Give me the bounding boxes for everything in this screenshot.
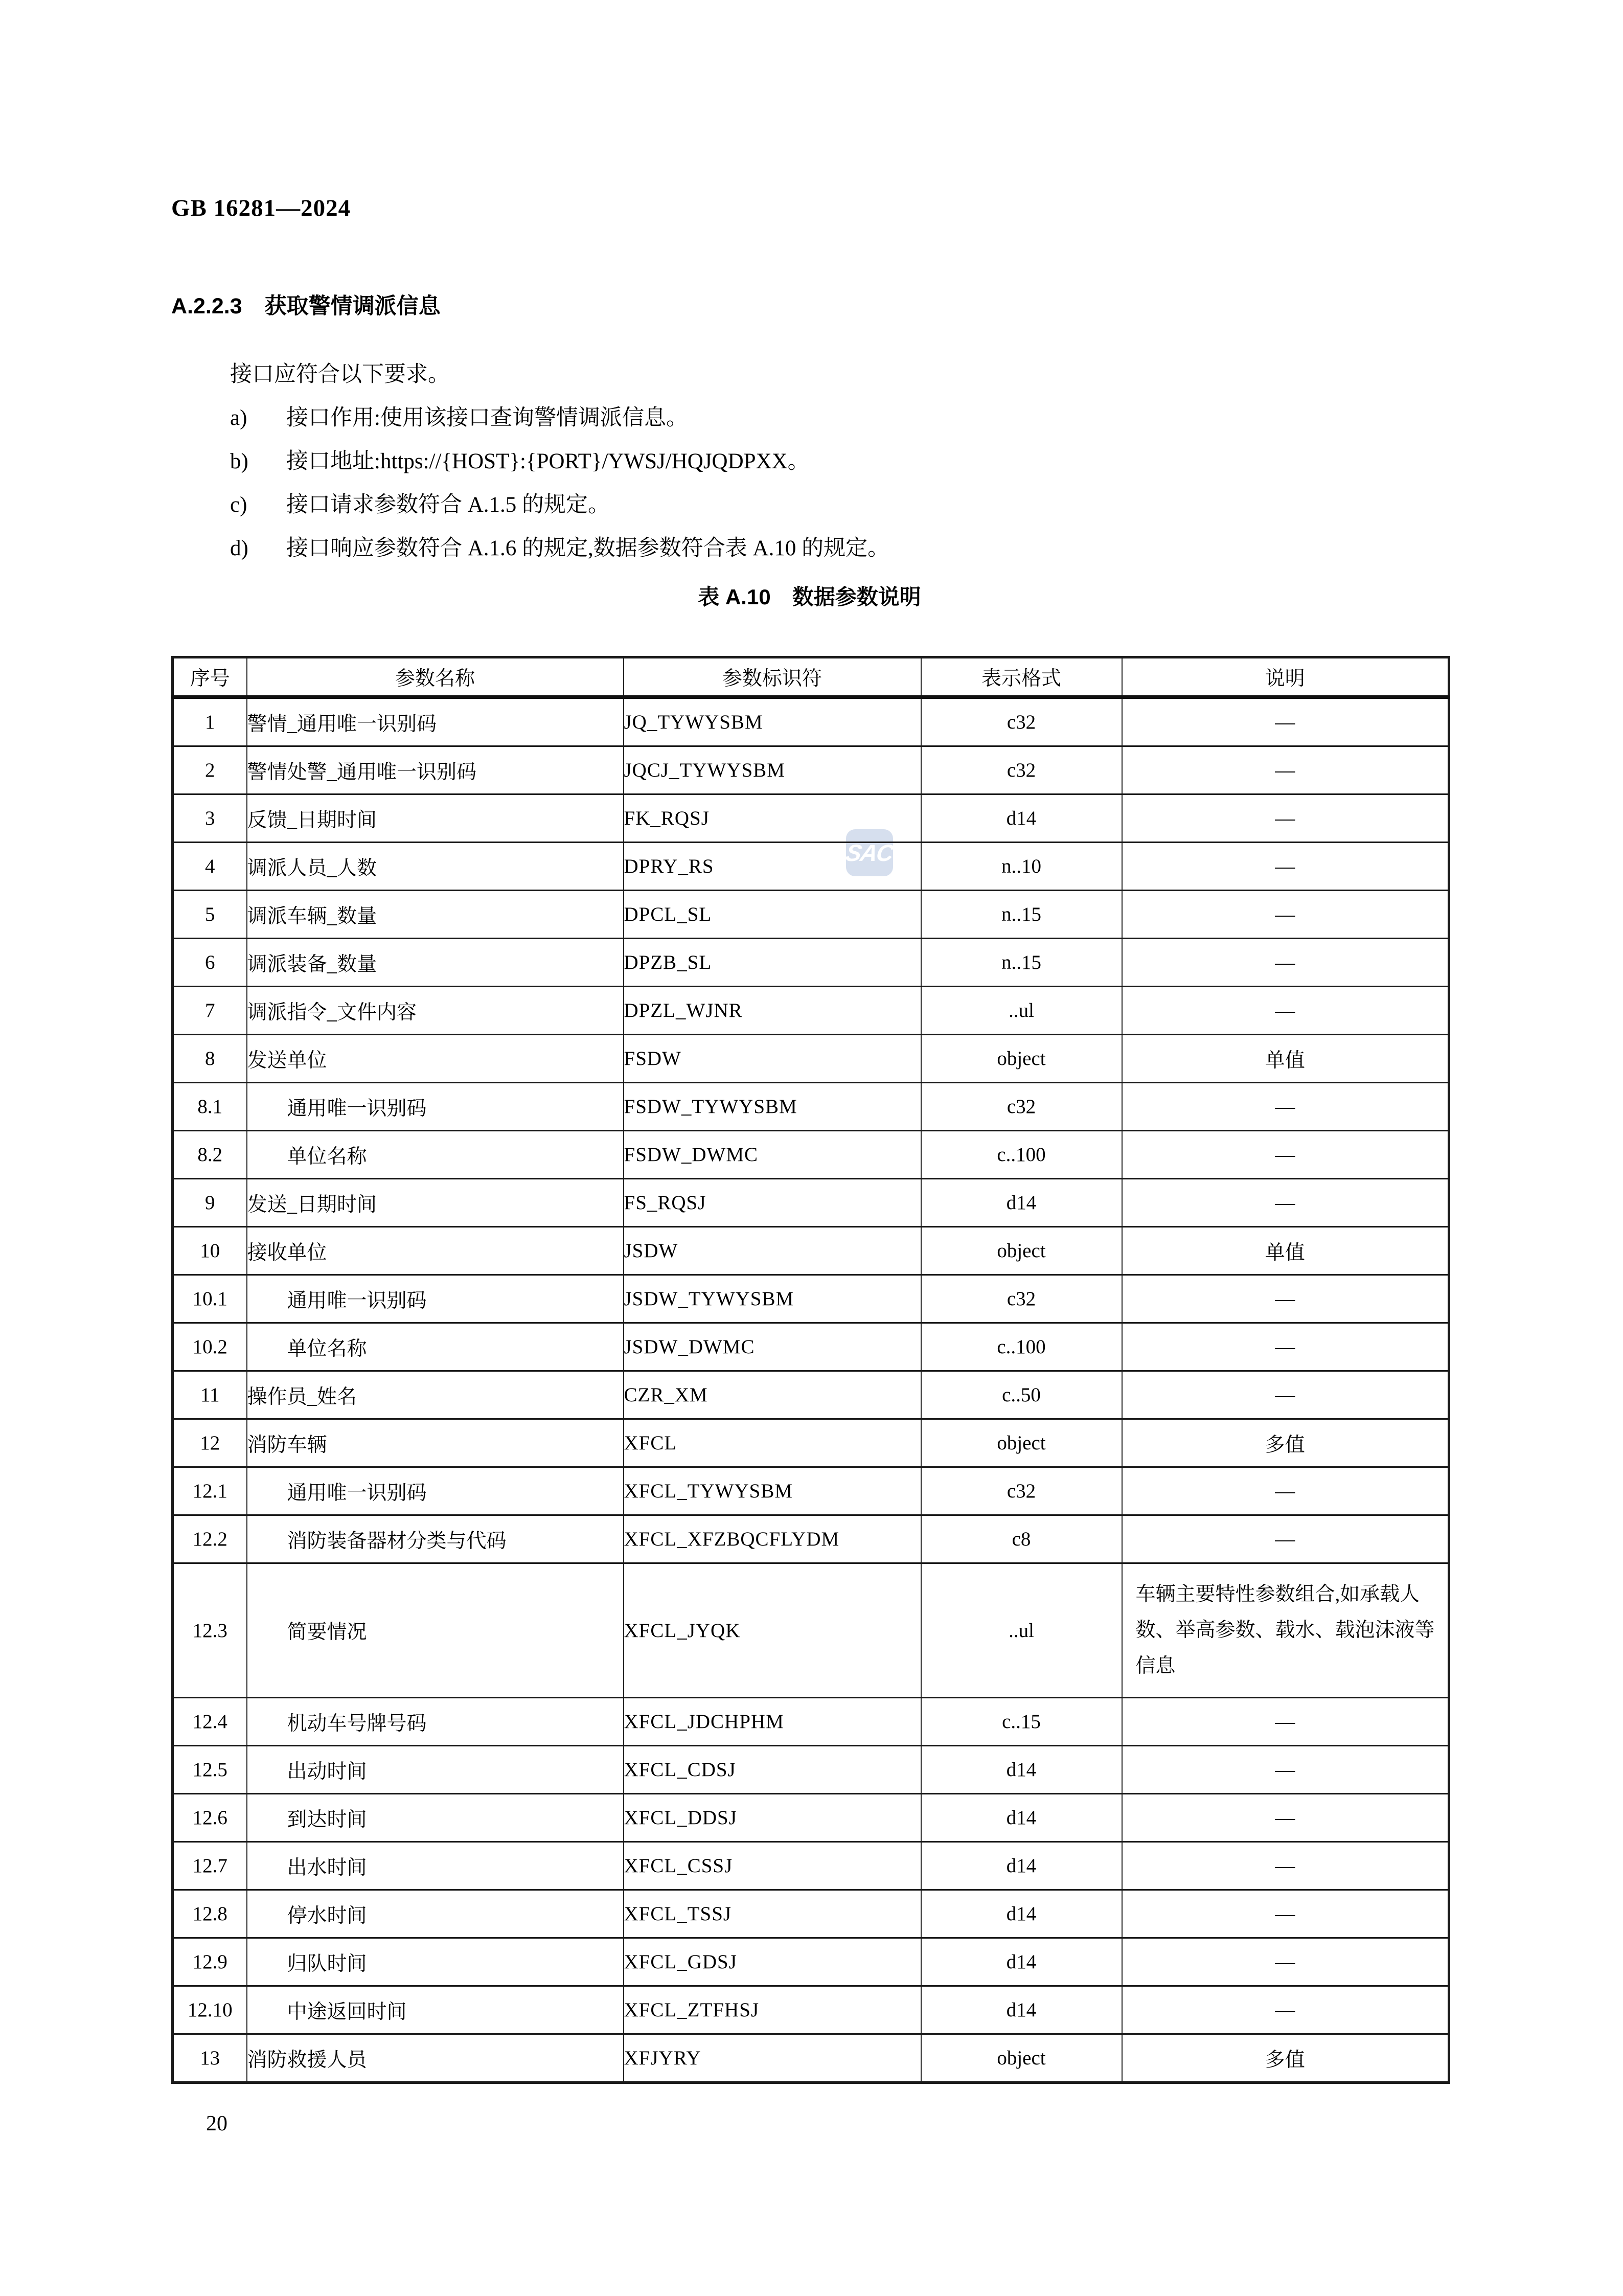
- cell-note: —: [1122, 697, 1449, 746]
- cell-identifier: JQCJ_TYWYSBM: [624, 746, 921, 794]
- cell-note: —: [1122, 843, 1449, 891]
- cell-format: object: [921, 1227, 1122, 1275]
- header-note: 说明: [1122, 657, 1449, 697]
- table-row: [173, 1563, 1449, 1698]
- table-caption: [171, 580, 1448, 611]
- list-item-a-label: a): [230, 406, 247, 430]
- cell-note: —: [1122, 1794, 1449, 1842]
- table-row: [173, 1746, 1449, 1794]
- cell-identifier: DPZL_WJNR: [624, 987, 921, 1035]
- cell-note: —: [1122, 939, 1449, 987]
- cell-serial: 9: [173, 1179, 247, 1227]
- cell-serial: 12.7: [173, 1842, 247, 1890]
- table-header-row: [173, 657, 1449, 697]
- cell-serial: 6: [173, 939, 247, 987]
- cell-serial: 10.2: [173, 1323, 247, 1371]
- table-row: [173, 891, 1449, 939]
- cell-format: object: [921, 1035, 1122, 1083]
- table-row: [173, 1371, 1449, 1419]
- cell-note: —: [1122, 1938, 1449, 1986]
- cell-identifier: XFCL_GDSJ: [624, 1938, 921, 1986]
- table-row: [173, 1890, 1449, 1938]
- cell-note: 多值: [1122, 1419, 1449, 1467]
- cell-param-name: 发送_日期时间: [247, 1179, 624, 1227]
- table-row: [173, 1938, 1449, 1986]
- table-row: [173, 1035, 1449, 1083]
- cell-identifier: DPZB_SL: [624, 939, 921, 987]
- section-heading: [171, 289, 441, 320]
- cell-identifier: FSDW_TYWYSBM: [624, 1083, 921, 1131]
- cell-note: 车辆主要特性参数组合,如承载人数、举高参数、载水、载泡沫液等信息: [1122, 1563, 1449, 1698]
- cell-serial: 4: [173, 843, 247, 891]
- page-number: 20: [206, 2112, 227, 2135]
- list-item-b-text: 接口地址:https://{HOST}:{PORT}/YWSJ/HQJQDPXX。: [286, 449, 810, 473]
- cell-format: d14: [921, 1890, 1122, 1938]
- cell-note: —: [1122, 1890, 1449, 1938]
- cell-param-name: 通用唯一识别码: [247, 1083, 624, 1131]
- header-param-name: 参数名称: [247, 657, 624, 697]
- cell-identifier: XFCL_ZTFHSJ: [624, 1986, 921, 2034]
- section-number: A.2.2.3: [171, 294, 242, 319]
- cell-note: —: [1122, 1467, 1449, 1515]
- cell-identifier: FK_RQSJ: [624, 794, 921, 843]
- cell-identifier: XFCL_CSSJ: [624, 1842, 921, 1890]
- intro-text: 接口应符合以下要求。: [230, 362, 450, 387]
- list-item-d-text: 接口响应参数符合 A.1.6 的规定,数据参数符合表 A.10 的规定。: [286, 536, 890, 560]
- cell-format: c..50: [921, 1371, 1122, 1419]
- cell-note: —: [1122, 1323, 1449, 1371]
- cell-serial: 12.6: [173, 1794, 247, 1842]
- cell-identifier: XFCL_TYWYSBM: [624, 1467, 921, 1515]
- table-row: [173, 987, 1449, 1035]
- cell-format: c32: [921, 1467, 1122, 1515]
- list-item-b: [230, 444, 810, 475]
- cell-identifier: FSDW_DWMC: [624, 1131, 921, 1179]
- cell-format: d14: [921, 794, 1122, 843]
- cell-format: c8: [921, 1515, 1122, 1563]
- cell-note: —: [1122, 746, 1449, 794]
- sac-watermark-text: SAC: [843, 839, 896, 866]
- cell-serial: 12.10: [173, 1986, 247, 2034]
- cell-param-name: 通用唯一识别码: [247, 1467, 624, 1515]
- table-row: [173, 794, 1449, 843]
- list-item-a-text: 接口作用:使用该接口查询警情调派信息。: [286, 406, 688, 430]
- cell-format: n..15: [921, 891, 1122, 939]
- cell-note: 单值: [1122, 1227, 1449, 1275]
- cell-note: —: [1122, 1083, 1449, 1131]
- cell-identifier: CZR_XM: [624, 1371, 921, 1419]
- cell-param-name: 操作员_姓名: [247, 1371, 624, 1419]
- cell-serial: 10.1: [173, 1275, 247, 1323]
- cell-identifier: XFCL: [624, 1419, 921, 1467]
- cell-param-name: 警情_通用唯一识别码: [247, 697, 624, 746]
- cell-serial: 8.2: [173, 1131, 247, 1179]
- cell-serial: 2: [173, 746, 247, 794]
- list-item-c-label: c): [230, 493, 247, 517]
- table-row: [173, 697, 1449, 746]
- cell-param-name: 调派车辆_数量: [247, 891, 624, 939]
- cell-param-name: 消防车辆: [247, 1419, 624, 1467]
- cell-param-name: 到达时间: [247, 1794, 624, 1842]
- cell-param-name: 反馈_日期时间: [247, 794, 624, 843]
- table-row: [173, 1323, 1449, 1371]
- table-caption-label: 表 A.10: [698, 585, 771, 609]
- cell-note: —: [1122, 1179, 1449, 1227]
- cell-param-name: 发送单位: [247, 1035, 624, 1083]
- cell-format: d14: [921, 1179, 1122, 1227]
- cell-format: c..100: [921, 1131, 1122, 1179]
- cell-format: n..15: [921, 939, 1122, 987]
- cell-format: n..10: [921, 843, 1122, 891]
- cell-identifier: XFCL_TSSJ: [624, 1890, 921, 1938]
- cell-identifier: XFCL_JDCHPHM: [624, 1698, 921, 1746]
- cell-identifier: XFJYRY: [624, 2034, 921, 2083]
- cell-param-name: 出水时间: [247, 1842, 624, 1890]
- cell-identifier: XFCL_JYQK: [624, 1563, 921, 1698]
- cell-param-name: 通用唯一识别码: [247, 1275, 624, 1323]
- table-row: [173, 1986, 1449, 2034]
- cell-identifier: XFCL_XFZBQCFLYDM: [624, 1515, 921, 1563]
- header-identifier: 参数标识符: [624, 657, 921, 697]
- cell-format: ..ul: [921, 1563, 1122, 1698]
- cell-identifier: FSDW: [624, 1035, 921, 1083]
- table-row: [173, 1083, 1449, 1131]
- list-item-c-text: 接口请求参数符合 A.1.5 的规定。: [286, 493, 610, 517]
- table-row: [173, 1179, 1449, 1227]
- cell-identifier: FS_RQSJ: [624, 1179, 921, 1227]
- cell-identifier: DPCL_SL: [624, 891, 921, 939]
- cell-format: c32: [921, 1083, 1122, 1131]
- section-title: 获取警情调派信息: [264, 294, 441, 319]
- cell-param-name: 出动时间: [247, 1746, 624, 1794]
- cell-identifier: JSDW: [624, 1227, 921, 1275]
- cell-format: c32: [921, 697, 1122, 746]
- cell-serial: 13: [173, 2034, 247, 2083]
- list-item-d-label: d): [230, 536, 248, 560]
- cell-serial: 12.2: [173, 1515, 247, 1563]
- table-row: [173, 2034, 1449, 2083]
- table-row: [173, 1842, 1449, 1890]
- cell-serial: 12.3: [173, 1563, 247, 1698]
- cell-param-name: 机动车号牌号码: [247, 1698, 624, 1746]
- cell-note: —: [1122, 1746, 1449, 1794]
- cell-identifier: JQ_TYWYSBM: [624, 697, 921, 746]
- cell-format: c..100: [921, 1323, 1122, 1371]
- cell-param-name: 消防救援人员: [247, 2034, 624, 2083]
- cell-format: d14: [921, 1794, 1122, 1842]
- table-row: [173, 1131, 1449, 1179]
- cell-format: object: [921, 1419, 1122, 1467]
- table-row: [173, 1794, 1449, 1842]
- cell-serial: 12.9: [173, 1938, 247, 1986]
- cell-note: 多值: [1122, 2034, 1449, 2083]
- cell-format: c32: [921, 746, 1122, 794]
- cell-format: d14: [921, 1746, 1122, 1794]
- cell-identifier: DPRY_RS: [624, 843, 921, 891]
- cell-format: c..15: [921, 1698, 1122, 1746]
- table-row: [173, 1275, 1449, 1323]
- cell-identifier: XFCL_CDSJ: [624, 1746, 921, 1794]
- cell-param-name: 警情处警_通用唯一识别码: [247, 746, 624, 794]
- cell-format: c32: [921, 1275, 1122, 1323]
- cell-note: —: [1122, 1986, 1449, 2034]
- list-item-b-label: b): [230, 449, 248, 473]
- table-row: [173, 1467, 1449, 1515]
- cell-note: —: [1122, 1275, 1449, 1323]
- table-row: [173, 1515, 1449, 1563]
- cell-param-name: 停水时间: [247, 1890, 624, 1938]
- cell-serial: 10: [173, 1227, 247, 1275]
- table-row: [173, 1227, 1449, 1275]
- cell-param-name: 接收单位: [247, 1227, 624, 1275]
- cell-serial: 12.5: [173, 1746, 247, 1794]
- cell-format: ..ul: [921, 987, 1122, 1035]
- cell-format: d14: [921, 1842, 1122, 1890]
- header-serial: 序号: [173, 657, 247, 697]
- table-row: [173, 939, 1449, 987]
- cell-note: —: [1122, 891, 1449, 939]
- cell-serial: 5: [173, 891, 247, 939]
- cell-note: —: [1122, 794, 1449, 843]
- cell-identifier: JSDW_TYWYSBM: [624, 1275, 921, 1323]
- cell-param-name: 简要情况: [247, 1563, 624, 1698]
- cell-serial: 12.4: [173, 1698, 247, 1746]
- table-caption-title: 数据参数说明: [792, 585, 921, 609]
- cell-note: —: [1122, 1371, 1449, 1419]
- cell-note: —: [1122, 1515, 1449, 1563]
- cell-serial: 12.1: [173, 1467, 247, 1515]
- cell-param-name: 调派人员_人数: [247, 843, 624, 891]
- cell-serial: 11: [173, 1371, 247, 1419]
- table-row: [173, 1698, 1449, 1746]
- list-item-d: [230, 531, 889, 562]
- cell-serial: 7: [173, 987, 247, 1035]
- cell-serial: 8.1: [173, 1083, 247, 1131]
- list-item-c: [230, 487, 610, 518]
- cell-note: —: [1122, 987, 1449, 1035]
- cell-format: object: [921, 2034, 1122, 2083]
- cell-param-name: 单位名称: [247, 1131, 624, 1179]
- cell-param-name: 消防装备器材分类与代码: [247, 1515, 624, 1563]
- cell-param-name: 中途返回时间: [247, 1986, 624, 2034]
- cell-param-name: 调派装备_数量: [247, 939, 624, 987]
- cell-serial: 12: [173, 1419, 247, 1467]
- cell-param-name: 单位名称: [247, 1323, 624, 1371]
- cell-serial: 1: [173, 697, 247, 746]
- list-item-a: [230, 400, 688, 431]
- data-parameters-table: [171, 656, 1450, 2084]
- cell-identifier: JSDW_DWMC: [624, 1323, 921, 1371]
- cell-note: —: [1122, 1698, 1449, 1746]
- cell-identifier: XFCL_DDSJ: [624, 1794, 921, 1842]
- table-row: [173, 843, 1449, 891]
- table-row: [173, 1419, 1449, 1467]
- cell-serial: 12.8: [173, 1890, 247, 1938]
- cell-serial: 3: [173, 794, 247, 843]
- header-format: 表示格式: [921, 657, 1122, 697]
- cell-param-name: 归队时间: [247, 1938, 624, 1986]
- cell-format: d14: [921, 1986, 1122, 2034]
- table-body: [173, 697, 1449, 2083]
- cell-format: d14: [921, 1938, 1122, 1986]
- cell-note: —: [1122, 1131, 1449, 1179]
- cell-param-name: 调派指令_文件内容: [247, 987, 624, 1035]
- cell-serial: 8: [173, 1035, 247, 1083]
- cell-note: —: [1122, 1842, 1449, 1890]
- cell-note: 单值: [1122, 1035, 1449, 1083]
- table-row: [173, 746, 1449, 794]
- doc-number: GB 16281—2024: [171, 195, 351, 221]
